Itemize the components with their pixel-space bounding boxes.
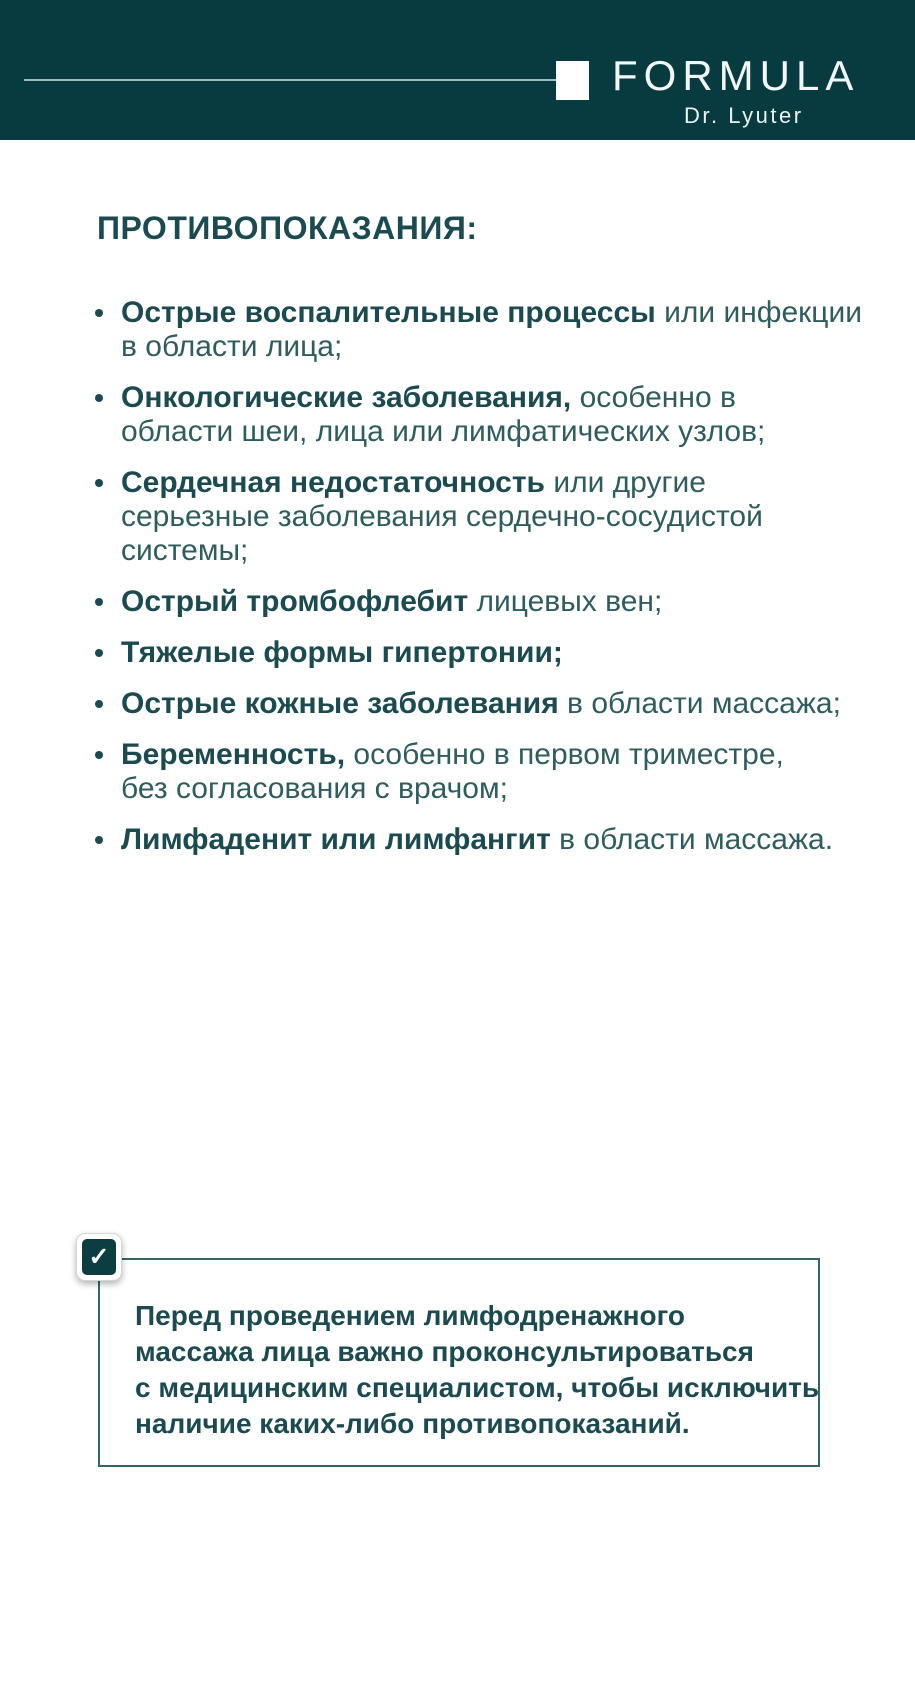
note-text [135, 1298, 820, 1442]
list-item [95, 636, 855, 670]
list-item-text: Острые воспалительные процессы или инфекции [121, 296, 862, 329]
list-item [95, 585, 855, 619]
bullet-icon [95, 751, 103, 759]
list-item [95, 296, 862, 364]
list-item-text: Сердечная недостаточность или другие [121, 466, 706, 499]
header-divider-line [24, 79, 557, 81]
note-line: массажа лица важно проконсультироваться [135, 1336, 754, 1367]
bullet-icon [95, 394, 103, 402]
note-line: с медицинским специалистом, чтобы исключить [135, 1372, 820, 1403]
list-item-text: Острый тромбофлебит лицевых вен; [121, 585, 663, 618]
list-item-text: Острые кожные заболевания в области массажа; [121, 687, 841, 720]
list-item [95, 687, 855, 721]
bullet-icon [95, 836, 103, 844]
checkbox-fill [82, 1239, 116, 1275]
bullet-icon [95, 309, 103, 317]
note-line: наличие каких-либо противопоказаний. [135, 1408, 690, 1439]
bullet-icon [95, 479, 103, 487]
list-item-text: в области лица; [121, 330, 343, 363]
list-item-text: серьезные заболевания сердечно-сосудистой [121, 500, 763, 533]
brand-logo-text: FORMULA [612, 52, 860, 99]
page-title: ПРОТИВОПОКАЗАНИЯ: [97, 210, 478, 246]
header-banner [0, 0, 915, 140]
note-checkbox[interactable] [76, 1233, 122, 1281]
list-item [95, 466, 855, 568]
bullet-icon [95, 700, 103, 708]
bullet-icon [95, 598, 103, 606]
list-item-text: без согласования с врачом; [121, 772, 508, 805]
list-item-text: Лимфаденит или лимфангит в области массажа. [121, 823, 834, 856]
list-item-text: Тяжелые формы гипертонии; [121, 636, 563, 669]
logo-square-mark [556, 61, 589, 100]
list-item-text: Онкологические заболевания, особенно в [121, 381, 736, 414]
list-item [95, 738, 855, 806]
bullet-icon [95, 649, 103, 657]
check-icon: ✓ [88, 1242, 110, 1271]
note-line: Перед проведением лимфодренажного [135, 1300, 686, 1331]
brand-logo-subtext: Dr. Lyuter [684, 103, 804, 128]
list-item-text: Беременность, особенно в первом триместре, [121, 738, 784, 771]
list-item [95, 823, 855, 857]
contraindications-list [95, 296, 862, 874]
list-item-text: области шеи, лица или лимфатических узлов; [121, 415, 766, 448]
list-item [95, 381, 855, 449]
list-item-text: системы; [121, 534, 249, 567]
